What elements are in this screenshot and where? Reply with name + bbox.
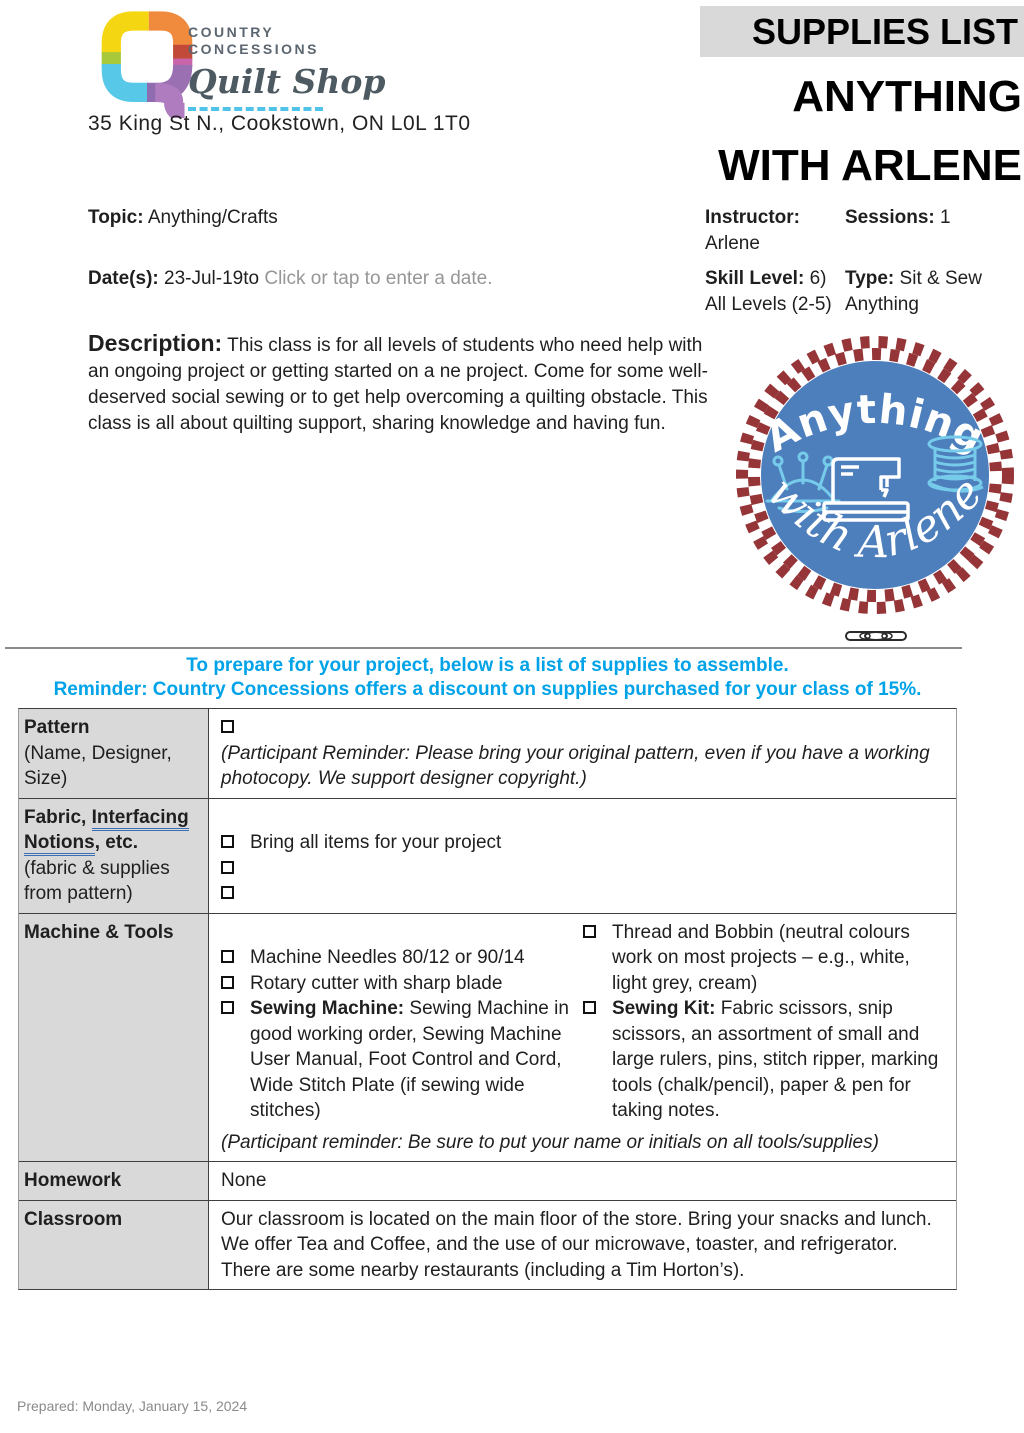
anything-with-arlene-badge — [731, 331, 1019, 623]
decorative-clip-icon — [845, 628, 907, 644]
machine-tools-left-column — [221, 945, 577, 1124]
brand-name-line1: COUNTRY — [188, 24, 275, 40]
fabric-label-part1: Fabric, — [24, 806, 92, 828]
fabric-label-notions: Notions — [24, 832, 95, 856]
item-machine-needles: Machine Needles 80/12 or 90/14 — [250, 947, 525, 968]
checklist-item — [221, 830, 948, 856]
topic-field — [88, 205, 278, 231]
instructor-value: Arlene — [705, 233, 760, 254]
pattern-note: (Participant Reminder: Please bring your original pattern, even if you have a working photocopy. We support designer copyright.) — [221, 742, 930, 789]
homework-label: Homework — [24, 1170, 122, 1191]
machine-checkbox-sewing-kit[interactable] — [583, 1001, 596, 1014]
table-row-homework — [19, 1161, 956, 1200]
dates-value: 23-Jul-19to — [164, 268, 260, 289]
item-sewing-machine: Sewing Machine in good working order, Sewing Machine User Manual, Foot Control and Cord, Wide Stitch Plate (if sewing wide stitches) — [250, 998, 569, 1121]
fabric-checkbox-1[interactable] — [221, 835, 234, 848]
classroom-label: Classroom — [24, 1208, 123, 1230]
class-title — [718, 62, 1022, 200]
machine-tools-note: (Participant reminder: Be sure to put your name or initials on all tools/supplies) — [221, 1131, 879, 1153]
fabric-item-1: Bring all items for your project — [250, 832, 502, 853]
item-sewing-kit: Fabric scissors, snip scissors, an assortment of small and large rulers, pins, stitch ripper, marking tools (chalk/pencil), paper & pen for taking notes. — [612, 998, 939, 1121]
checklist-item — [221, 971, 577, 997]
badge-subtitle-text: with Arlene — [757, 467, 993, 569]
classroom-text: Our classroom is located on the main floor of the store. Bring your snacks and lunch. We offer Tea and Coffee, and the use of our microwave, toaster, and refrigerator. There are some nearby restaurants (including a Tim Horton’s). — [221, 1208, 932, 1281]
class-description — [88, 330, 728, 437]
type-label: Type: — [845, 268, 895, 289]
item-rotary-cutter: Rotary cutter with sharp blade — [250, 972, 503, 994]
brand-block — [188, 24, 385, 111]
checklist-item — [221, 996, 577, 1124]
fabric-checkbox-2[interactable] — [221, 861, 234, 874]
sessions-value: 1 — [940, 207, 951, 228]
classroom-label-cell — [19, 1201, 209, 1290]
classroom-content-cell — [209, 1201, 956, 1290]
supplies-list-banner: SUPPLIES LIST — [700, 6, 1024, 57]
instructor-label: Instructor: — [705, 207, 800, 228]
pattern-label-cell — [19, 709, 209, 798]
machine-tools-label-cell — [19, 914, 209, 1162]
machine-checkbox-thread[interactable] — [583, 925, 596, 938]
table-row-machine-tools — [19, 913, 956, 1162]
brand-script-name: Quilt Shop — [188, 62, 386, 101]
pattern-label: Pattern — [24, 717, 90, 738]
description-text: This class is for all levels of students who need help with an ongoing project or getting started on a ne project. Come for some well-deserved social sewing or to get help overcoming a quilting obstacle. This class is all about quilting support, sharing knowledge and having fun. — [88, 335, 708, 434]
machine-tools-right-column — [583, 920, 948, 1124]
skill-level-value1: 6) — [809, 268, 827, 289]
skill-level-label: Skill Level: — [705, 268, 805, 289]
date-picker-placeholder[interactable]: Click or tap to enter a date. — [264, 268, 493, 289]
sessions-label: Sessions: — [845, 207, 935, 228]
skill-level-value2: All Levels (2-5) — [705, 294, 832, 315]
item-sewing-kit-lead: Sewing Kit: — [612, 998, 716, 1019]
topic-value: Anything/Crafts — [147, 207, 278, 228]
pattern-checkbox[interactable] — [221, 720, 234, 733]
table-row-classroom — [19, 1200, 956, 1290]
fabric-content-cell — [209, 799, 956, 913]
type-value2: Anything — [845, 294, 919, 315]
topic-label: Topic: — [88, 207, 144, 228]
checklist-item — [221, 881, 948, 907]
supplies-intro-line1: To prepare for your project, below is a list of supplies to assemble. — [186, 655, 789, 676]
homework-label-cell — [19, 1162, 209, 1200]
type-field — [845, 266, 982, 318]
quilt-shop-logo-icon — [96, 10, 198, 118]
badge-title-text: Anything — [758, 386, 993, 462]
machine-tools-content-cell — [209, 914, 956, 1162]
checklist-item — [221, 945, 577, 971]
machine-tools-label: Machine & Tools — [24, 921, 174, 943]
machine-checkbox-rotary[interactable] — [221, 976, 234, 989]
table-row-fabric — [19, 798, 956, 913]
checklist-item — [583, 996, 948, 1124]
table-row-pattern — [19, 709, 956, 798]
prepared-date: Prepared: Monday, January 15, 2024 — [17, 1398, 248, 1414]
sessions-field — [845, 205, 951, 231]
homework-content-cell — [209, 1162, 956, 1200]
type-value1: Sit & Sew — [899, 268, 982, 289]
brand-dashed-rule — [188, 107, 323, 111]
fabric-label-interfacing: Interfacing — [92, 807, 189, 831]
section-divider-rule — [5, 647, 962, 649]
supplies-intro — [18, 654, 957, 702]
class-title-line2: WITH ARLENE — [718, 141, 1022, 190]
dates-label: Date(s): — [88, 268, 159, 289]
fabric-label-sub: (fabric & supplies from pattern) — [24, 857, 170, 904]
fabric-label-cell — [19, 799, 209, 913]
skill-level-field — [705, 266, 843, 318]
supplies-table — [18, 708, 957, 1290]
item-thread-bobbin: Thread and Bobbin (neutral colours work on most projects – e.g., white, light grey, cream) — [612, 921, 910, 994]
brand-name-line2: CONCESSIONS — [188, 41, 319, 57]
store-address: 35 King St N., Cookstown, ON L0L 1T0 — [88, 112, 471, 135]
pattern-label-sub: (Name, Designer, Size) — [24, 742, 172, 789]
checklist-item — [583, 920, 948, 997]
description-label: Description: — [88, 330, 223, 356]
checklist-item — [221, 856, 948, 882]
supplies-intro-line2: Reminder: Country Concessions offers a discount on supplies purchased for your class of 15%. — [53, 679, 922, 700]
fabric-checkbox-3[interactable] — [221, 886, 234, 899]
machine-checkbox-sewing-machine[interactable] — [221, 1001, 234, 1014]
machine-checkbox-needles[interactable] — [221, 950, 234, 963]
homework-text: None — [221, 1170, 267, 1191]
pattern-content-cell — [209, 709, 956, 798]
fabric-label-part4: , etc. — [94, 832, 139, 853]
dates-field — [88, 266, 492, 292]
instructor-field — [705, 205, 840, 257]
item-sewing-machine-lead: Sewing Machine: — [250, 998, 405, 1019]
class-title-line1: ANYTHING — [792, 72, 1022, 121]
